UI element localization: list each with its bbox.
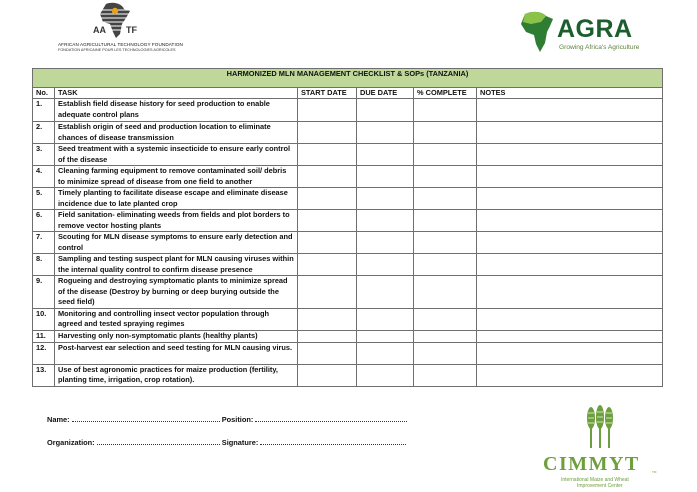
due-date-cell[interactable] [357, 342, 414, 364]
position-field[interactable] [255, 414, 407, 422]
column-header-notes: NOTES [477, 88, 663, 99]
start-date-cell[interactable] [298, 254, 357, 276]
name-line [47, 414, 407, 424]
agra-wordmark: AGRA [557, 15, 633, 43]
signature-field[interactable] [260, 437, 406, 445]
due-date-cell[interactable] [357, 188, 414, 210]
aatf-logo [58, 2, 183, 56]
due-date-cell[interactable] [357, 210, 414, 232]
notes-cell[interactable] [477, 122, 663, 144]
row-number: 8. [33, 254, 55, 276]
cimmyt-wordmark: CIMMYT [543, 453, 640, 475]
percent-complete-cell[interactable] [414, 232, 477, 254]
name-field[interactable] [72, 414, 220, 422]
column-header-no: No. [33, 88, 55, 99]
start-date-cell[interactable] [298, 99, 357, 122]
notes-cell[interactable] [477, 144, 663, 166]
table-row [33, 254, 663, 276]
start-date-cell[interactable] [298, 166, 357, 188]
notes-cell[interactable] [477, 210, 663, 232]
start-date-cell[interactable] [298, 188, 357, 210]
start-date-cell[interactable] [298, 144, 357, 166]
aatf-name-en: AFRICAN AGRICULTURAL TECHNOLOGY FOUNDATION [58, 42, 183, 47]
checklist-body [33, 99, 663, 387]
due-date-cell[interactable] [357, 144, 414, 166]
organization-line [47, 437, 406, 447]
table-row [33, 276, 663, 309]
percent-complete-cell[interactable] [414, 308, 477, 330]
task-cell: Cleaning farming equipment to remove contaminated soil/ debris to minimize spread of disease from one field to another [55, 166, 298, 188]
column-header-percent-complete: % COMPLETE [414, 88, 477, 99]
row-number: 3. [33, 144, 55, 166]
percent-complete-cell[interactable] [414, 99, 477, 122]
cimmyt-maize-wheat-icon [581, 404, 619, 450]
task-cell: Sampling and testing suspect plant for MLN causing viruses within the internal quality control to confirm disease presence [55, 254, 298, 276]
table-row [33, 122, 663, 144]
task-cell: Scouting for MLN disease symptoms to ensure early detection and control [55, 232, 298, 254]
table-row [33, 308, 663, 330]
checklist-title-row [33, 69, 663, 88]
notes-cell[interactable] [477, 276, 663, 309]
due-date-cell[interactable] [357, 99, 414, 122]
task-cell: Field sanitation- eliminating weeds from fields and plot borders to remove vector hosting plants [55, 210, 298, 232]
signature-label: Signature: [221, 438, 259, 447]
agra-tagline: Growing Africa's Agriculture [559, 44, 640, 51]
notes-cell[interactable] [477, 342, 663, 364]
row-number: 10. [33, 308, 55, 330]
row-number: 1. [33, 99, 55, 122]
percent-complete-cell[interactable] [414, 342, 477, 364]
column-header-start-date: START DATE [298, 88, 357, 99]
row-number: 9. [33, 276, 55, 309]
cimmyt-logo [537, 404, 662, 490]
table-row [33, 210, 663, 232]
start-date-cell[interactable] [298, 210, 357, 232]
agra-africa-icon [519, 10, 557, 54]
row-number: 12. [33, 342, 55, 364]
start-date-cell[interactable] [298, 122, 357, 144]
row-number: 5. [33, 188, 55, 210]
table-row [33, 188, 663, 210]
notes-cell[interactable] [477, 254, 663, 276]
percent-complete-cell[interactable] [414, 122, 477, 144]
start-date-cell[interactable] [298, 232, 357, 254]
percent-complete-cell[interactable] [414, 364, 477, 386]
svg-text:AA: AA [93, 25, 106, 35]
task-cell: Use of best agronomic practices for maize production (fertility, planting time, irrigation, crop rotation). [55, 364, 298, 386]
due-date-cell[interactable] [357, 330, 414, 342]
table-row [33, 232, 663, 254]
start-date-cell[interactable] [298, 308, 357, 330]
name-label: Name: [47, 415, 70, 424]
task-cell: Timely planting to facilitate disease escape and eliminate disease incidence due to late planted crop [55, 188, 298, 210]
agra-logo [519, 10, 659, 56]
checklist-title: HARMONIZED MLN MANAGEMENT CHECKLIST & SOPs (TANZANIA) [33, 69, 663, 88]
checklist-table [32, 68, 663, 387]
notes-cell[interactable] [477, 232, 663, 254]
column-header-task: TASK [55, 88, 298, 99]
start-date-cell[interactable] [298, 330, 357, 342]
task-cell: Establish origin of seed and production location to eliminate chances of disease transmission [55, 122, 298, 144]
task-cell: Harvesting only non-symptomatic plants (healthy plants) [55, 330, 298, 342]
table-row [33, 166, 663, 188]
aatf-name-fr: FONDATION AFRICAINE POUR LES TECHNOLOGIES AGRICOLES [58, 48, 176, 52]
due-date-cell[interactable] [357, 308, 414, 330]
notes-cell[interactable] [477, 308, 663, 330]
notes-cell[interactable] [477, 166, 663, 188]
row-number: 2. [33, 122, 55, 144]
table-row [33, 364, 663, 386]
organization-label: Organization: [47, 438, 95, 447]
start-date-cell[interactable] [298, 276, 357, 309]
due-date-cell[interactable] [357, 232, 414, 254]
percent-complete-cell[interactable] [414, 188, 477, 210]
percent-complete-cell[interactable] [414, 254, 477, 276]
row-number: 6. [33, 210, 55, 232]
svg-text:TF: TF [126, 25, 137, 35]
aatf-africa-icon [86, 2, 142, 40]
cimmyt-subtitle-1: International Maize and Wheat [561, 477, 629, 483]
table-row [33, 342, 663, 364]
task-cell: Rogueing and destroying symptomatic plants to minimize spread of the disease (Destroy by burning or deep burying outside the seed field) [55, 276, 298, 309]
start-date-cell[interactable] [298, 364, 357, 386]
table-row [33, 99, 663, 122]
table-row [33, 144, 663, 166]
notes-cell[interactable] [477, 99, 663, 122]
notes-cell[interactable] [477, 364, 663, 386]
cimmyt-trademark: TM [652, 470, 657, 474]
row-number: 4. [33, 166, 55, 188]
percent-complete-cell[interactable] [414, 330, 477, 342]
row-number: 11. [33, 330, 55, 342]
column-header-due-date: DUE DATE [357, 88, 414, 99]
percent-complete-cell[interactable] [414, 210, 477, 232]
cimmyt-subtitle-2: Improvement Center [577, 483, 623, 489]
task-cell: Post-harvest ear selection and seed testing for MLN causing virus. [55, 342, 298, 364]
row-number: 7. [33, 232, 55, 254]
task-cell: Seed treatment with a systemic insecticide to ensure early control of the disease [55, 144, 298, 166]
notes-cell[interactable] [477, 330, 663, 342]
due-date-cell[interactable] [357, 276, 414, 309]
percent-complete-cell[interactable] [414, 166, 477, 188]
position-label: Position: [221, 415, 254, 424]
due-date-cell[interactable] [357, 166, 414, 188]
row-number: 13. [33, 364, 55, 386]
start-date-cell[interactable] [298, 342, 357, 364]
notes-cell[interactable] [477, 188, 663, 210]
task-cell: Monitoring and controlling insect vector population through agreed and tested spraying regimes [55, 308, 298, 330]
column-header-row [33, 88, 663, 99]
due-date-cell[interactable] [357, 254, 414, 276]
percent-complete-cell[interactable] [414, 276, 477, 309]
task-cell: Establish field disease history for seed production to enable adequate control plans [55, 99, 298, 122]
organization-field[interactable] [97, 437, 220, 445]
percent-complete-cell[interactable] [414, 144, 477, 166]
due-date-cell[interactable] [357, 122, 414, 144]
table-row [33, 330, 663, 342]
due-date-cell[interactable] [357, 364, 414, 386]
